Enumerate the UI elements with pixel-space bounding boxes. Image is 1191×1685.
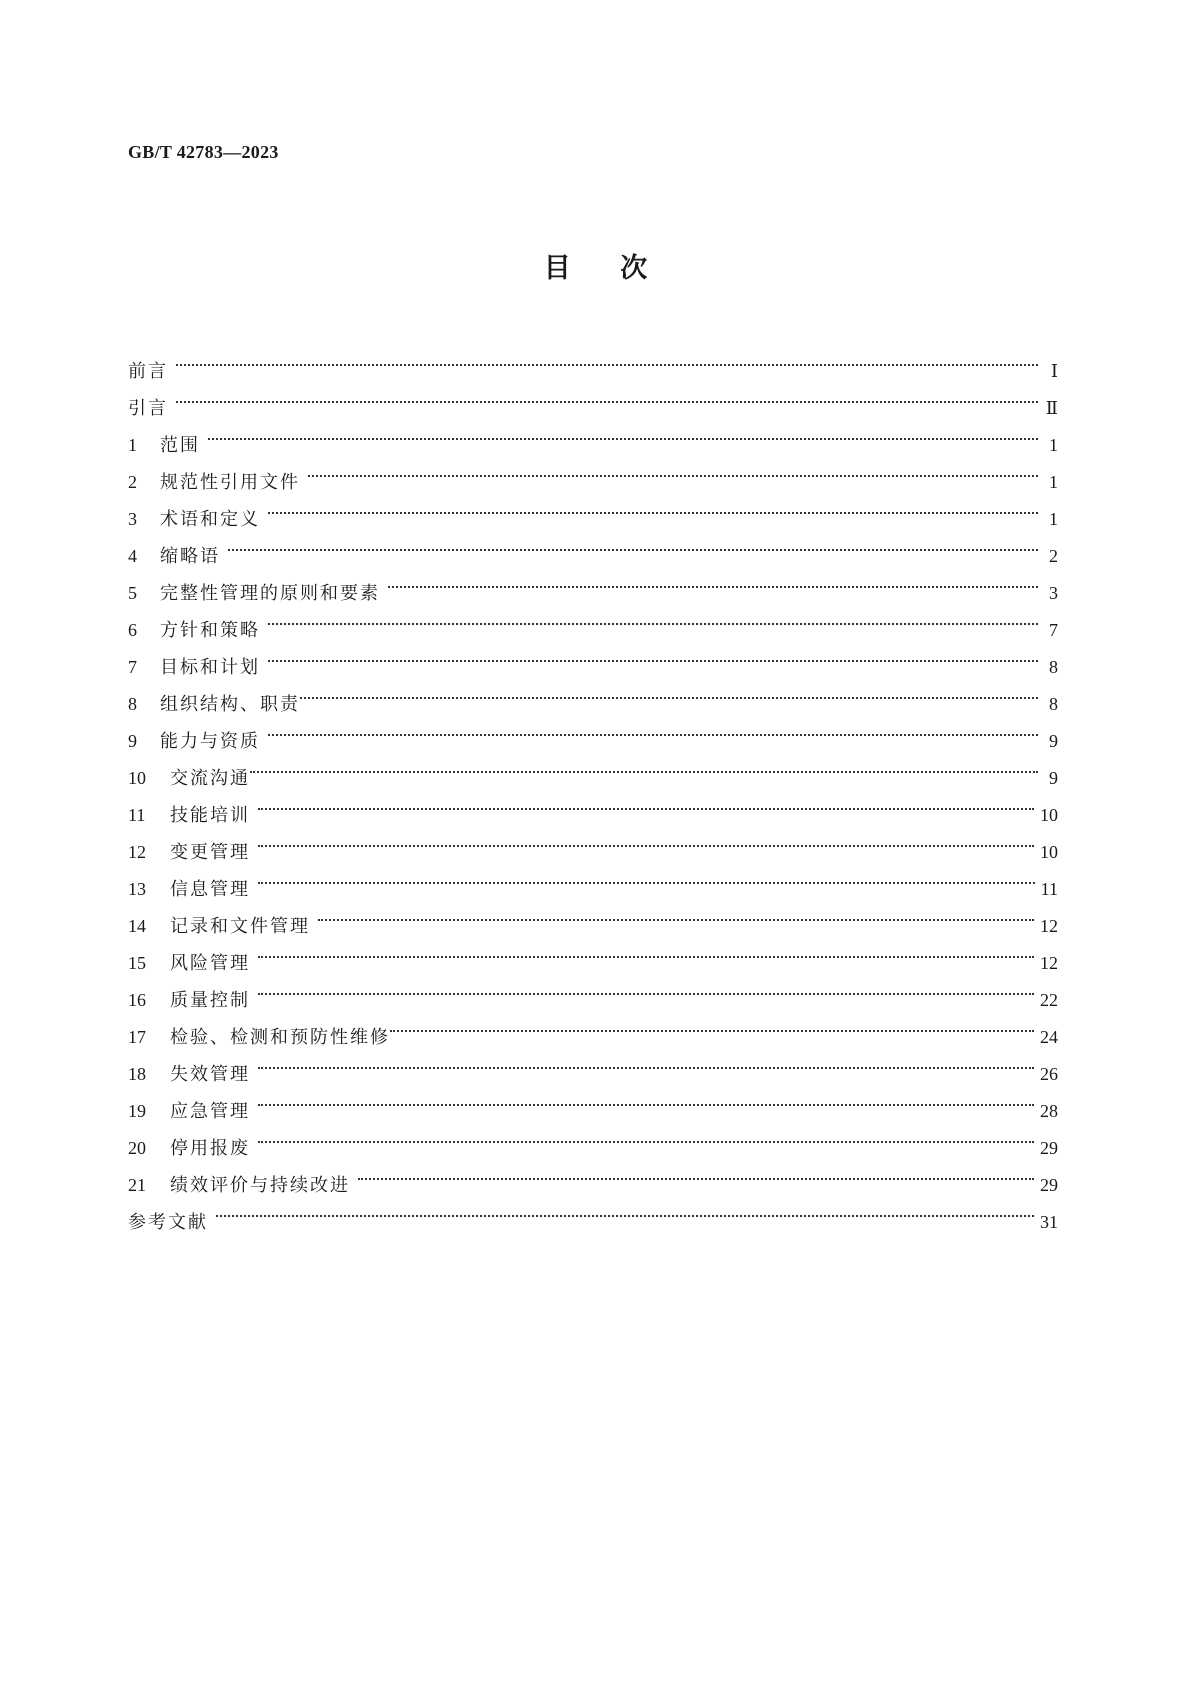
toc-item-7[interactable] [128, 636, 1058, 678]
toc-item-introduction[interactable] [128, 377, 1058, 419]
toc-section-number: 20 [128, 1138, 146, 1158]
toc-label: 检验、检测和预防性维修 [170, 1027, 390, 1048]
dot-leader [176, 377, 1038, 414]
toc-item-5[interactable] [128, 562, 1058, 604]
toc-page-number: 24 [1040, 1027, 1058, 1047]
dot-leader [250, 747, 1038, 784]
toc-label: 变更管理 [170, 842, 250, 863]
toc-page-number: 10 [1040, 842, 1058, 862]
dot-leader [208, 414, 1038, 451]
dot-leader [258, 858, 1035, 895]
dot-leader [318, 895, 1034, 932]
toc-page-number: 2 [1049, 546, 1058, 566]
toc-page-number: 8 [1049, 694, 1058, 714]
toc-page-number: 12 [1040, 953, 1058, 973]
toc-label: 引言 [128, 398, 168, 419]
toc-item-6[interactable] [128, 599, 1058, 641]
toc-page-number: 29 [1040, 1138, 1058, 1158]
dot-leader [258, 1117, 1034, 1154]
dot-leader [388, 562, 1038, 599]
toc-item-17[interactable] [128, 1006, 1058, 1048]
toc-item-18[interactable] [128, 1043, 1058, 1085]
toc-item-12[interactable] [128, 821, 1058, 863]
toc-page-number: 1 [1049, 509, 1058, 529]
dot-leader [308, 451, 1038, 488]
toc-label: 失效管理 [170, 1064, 250, 1085]
dot-leader [268, 599, 1038, 636]
dot-leader [258, 821, 1034, 858]
toc-page-number: 9 [1049, 768, 1058, 788]
toc-label: 缩略语 [160, 546, 220, 567]
toc-label: 风险管理 [170, 953, 250, 974]
toc-section-number: 9 [128, 731, 137, 751]
dot-leader [258, 932, 1034, 969]
toc-section-number: 4 [128, 546, 137, 566]
toc-label: 信息管理 [170, 879, 250, 900]
toc-section-number: 19 [128, 1101, 146, 1121]
toc-section-number: 3 [128, 509, 137, 529]
toc-item-2[interactable] [128, 451, 1058, 493]
toc-section-number: 8 [128, 694, 137, 714]
toc-section-number: 17 [128, 1027, 146, 1047]
toc-label: 技能培训 [170, 805, 250, 826]
toc-item-21[interactable] [128, 1154, 1058, 1196]
toc-section-number: 18 [128, 1064, 146, 1084]
toc-item-bibliography[interactable] [128, 1191, 1058, 1233]
toc-section-number: 13 [128, 879, 146, 899]
toc-page-number: 29 [1040, 1175, 1058, 1195]
toc-page-number: Ⅰ [1050, 361, 1058, 381]
toc-section-number: 14 [128, 916, 146, 936]
toc-item-foreword[interactable] [128, 340, 1058, 382]
toc-label: 前言 [128, 361, 168, 382]
toc-item-19[interactable] [128, 1080, 1058, 1122]
toc-section-number: 2 [128, 472, 137, 492]
toc-section-number: 1 [128, 435, 137, 455]
toc-item-10[interactable] [128, 747, 1058, 789]
toc-section-number: 11 [128, 805, 146, 825]
toc-page-number: 7 [1049, 620, 1058, 640]
toc-section-number: 10 [128, 768, 146, 788]
toc-page-number: 22 [1040, 990, 1058, 1010]
toc-label: 停用报废 [170, 1138, 250, 1159]
dot-leader [300, 673, 1038, 710]
toc-page-number: 1 [1049, 435, 1058, 455]
dot-leader [176, 340, 1038, 377]
toc-label: 能力与资质 [160, 731, 260, 752]
toc-item-9[interactable] [128, 710, 1058, 752]
toc-label: 规范性引用文件 [160, 472, 300, 493]
toc-label: 组织结构、职责 [160, 694, 300, 715]
toc-section-number: 16 [128, 990, 146, 1010]
toc-item-4[interactable] [128, 525, 1058, 567]
toc-item-15[interactable] [128, 932, 1058, 974]
toc-label: 术语和定义 [160, 509, 260, 530]
toc-item-3[interactable] [128, 488, 1058, 530]
toc-item-16[interactable] [128, 969, 1058, 1011]
dot-leader [258, 784, 1034, 821]
dot-leader [216, 1191, 1034, 1228]
toc-section-number: 21 [128, 1175, 146, 1195]
toc-page-number: 10 [1040, 805, 1058, 825]
toc-item-1[interactable] [128, 414, 1058, 456]
toc-item-13[interactable] [128, 858, 1058, 900]
toc-section-number: 15 [128, 953, 146, 973]
dot-leader [390, 1006, 1034, 1043]
toc-page-number: 31 [1040, 1212, 1058, 1232]
page-title: 目 次 [543, 253, 648, 284]
toc-label: 质量控制 [170, 990, 250, 1011]
toc-label: 交流沟通 [170, 768, 250, 789]
toc-item-8[interactable] [128, 673, 1058, 715]
toc-section-number: 6 [128, 620, 137, 640]
toc-page-number: 26 [1040, 1064, 1058, 1084]
toc-label: 方针和策略 [160, 620, 260, 641]
toc-page-number: 3 [1049, 583, 1058, 603]
dot-leader [258, 1043, 1034, 1080]
toc-item-11[interactable] [128, 784, 1058, 826]
toc-page-number: Ⅱ [1045, 398, 1058, 418]
toc-page-number: 28 [1040, 1101, 1058, 1121]
dot-leader [258, 969, 1034, 1006]
dot-leader [258, 1080, 1034, 1117]
toc-label: 完整性管理的原则和要素 [160, 583, 380, 604]
standard-number: GB/T 42783—2023 [128, 142, 279, 162]
dot-leader [358, 1154, 1034, 1191]
toc-page-number: 9 [1049, 731, 1058, 751]
toc-item-14[interactable] [128, 895, 1058, 937]
toc-item-20[interactable] [128, 1117, 1058, 1159]
toc-label: 范围 [160, 435, 200, 456]
toc-label: 应急管理 [170, 1101, 250, 1122]
toc-page-number: 8 [1049, 657, 1058, 677]
dot-leader [268, 710, 1038, 747]
dot-leader [268, 488, 1038, 525]
toc-label: 绩效评价与持续改进 [170, 1175, 350, 1196]
toc-label: 参考文献 [128, 1212, 208, 1233]
toc-page-number: 11 [1040, 879, 1058, 899]
toc-section-number: 7 [128, 657, 137, 677]
toc-section-number: 5 [128, 583, 137, 603]
toc-page-number: 1 [1049, 472, 1058, 492]
dot-leader [268, 636, 1038, 673]
dot-leader [228, 525, 1038, 562]
toc-label: 目标和计划 [160, 657, 260, 678]
toc-section-number: 12 [128, 842, 146, 862]
toc-page-number: 12 [1040, 916, 1058, 936]
toc-label: 记录和文件管理 [170, 916, 310, 937]
table-of-contents [128, 340, 1058, 1233]
